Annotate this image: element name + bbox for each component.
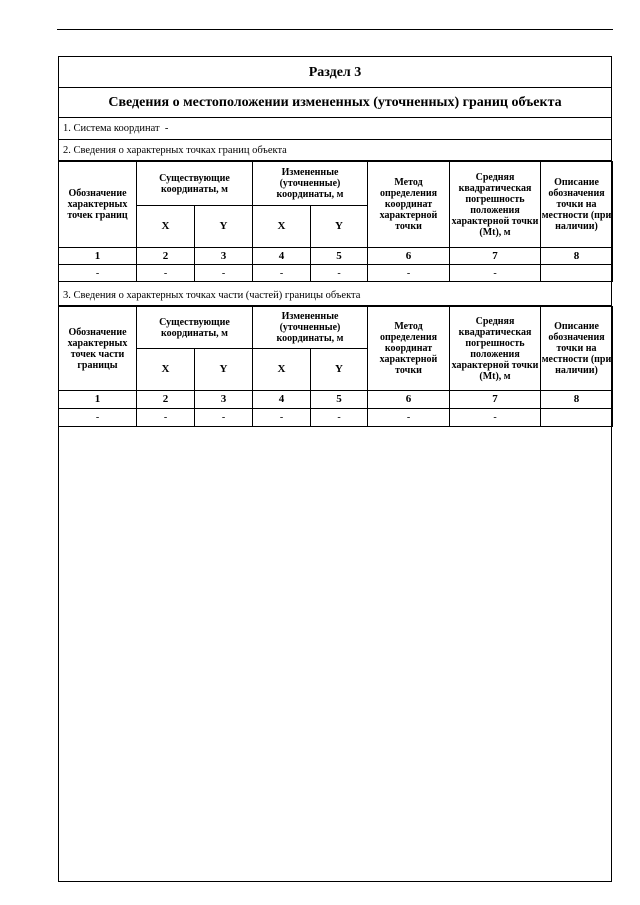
header-description: Описание обозначения точки на местности (при наличии) xyxy=(541,307,613,391)
header-changed-x: X xyxy=(253,206,311,248)
column-number: 4 xyxy=(253,391,311,409)
column-number: 8 xyxy=(541,391,613,409)
column-number: 1 xyxy=(59,248,137,265)
header-description: Описание обозначения точки на местности (при наличии) xyxy=(541,162,613,248)
header-existing-y: Y xyxy=(195,349,253,391)
table1-heading: 2. Сведения о характерных точках границ объекта xyxy=(59,140,611,161)
coordinate-system-value: - xyxy=(164,123,169,134)
table-cell: - xyxy=(195,265,253,282)
header-changed-y: Y xyxy=(311,206,368,248)
column-number: 7 xyxy=(450,391,541,409)
part-boundary-points-table xyxy=(58,306,613,427)
header-existing-y: Y xyxy=(195,206,253,248)
column-number: 8 xyxy=(541,248,613,265)
coordinate-system-row xyxy=(59,118,611,140)
top-rule xyxy=(57,29,613,30)
section-frame xyxy=(58,56,612,882)
table-row xyxy=(59,265,613,282)
column-number: 2 xyxy=(137,248,195,265)
table2-heading: 3. Сведения о характерных точках части (частей) границы объекта xyxy=(59,285,611,306)
header-method: Метод определения координат характерной точки xyxy=(368,307,450,391)
column-number: 5 xyxy=(311,248,368,265)
table-row xyxy=(59,409,613,427)
section-title: Раздел 3 xyxy=(59,57,611,88)
table-cell xyxy=(541,265,613,282)
table-cell: - xyxy=(450,409,541,427)
column-number: 3 xyxy=(195,248,253,265)
header-designation: Обозначение характерных точек части границы xyxy=(59,307,137,391)
column-number: 3 xyxy=(195,391,253,409)
section-subtitle: Сведения о местоположении измененных (уточненных) границ объекта xyxy=(59,88,611,118)
column-number: 7 xyxy=(450,248,541,265)
column-number: 1 xyxy=(59,391,137,409)
table-cell: - xyxy=(137,265,195,282)
column-number: 5 xyxy=(311,391,368,409)
table-cell: - xyxy=(311,265,368,282)
column-number: 6 xyxy=(368,248,450,265)
coordinate-system-label: 1. Система координат xyxy=(63,123,160,134)
header-rmse: Средняя квадратическая погрешность положения характерной точки (Mt), м xyxy=(450,162,541,248)
table-cell: - xyxy=(368,265,450,282)
header-rmse: Средняя квадратическая погрешность положения характерной точки (Mt), м xyxy=(450,307,541,391)
table-cell: - xyxy=(137,409,195,427)
header-existing-x: X xyxy=(137,206,195,248)
header-designation: Обозначение характерных точек границ xyxy=(59,162,137,248)
table-cell: - xyxy=(450,265,541,282)
column-numbers-row xyxy=(59,248,613,265)
column-number: 6 xyxy=(368,391,450,409)
boundary-points-table xyxy=(58,161,613,282)
column-number: 2 xyxy=(137,391,195,409)
table-cell xyxy=(541,409,613,427)
header-changed-y: Y xyxy=(311,349,368,391)
column-number: 4 xyxy=(253,248,311,265)
header-changed-x: X xyxy=(253,349,311,391)
table-cell: - xyxy=(59,265,137,282)
header-existing-coordinates: Существующие координаты, м xyxy=(137,307,253,349)
table-cell: - xyxy=(311,409,368,427)
header-method: Метод определения координат характерной точки xyxy=(368,162,450,248)
header-existing-x: X xyxy=(137,349,195,391)
header-changed-coordinates: Измененные (уточненные) координаты, м xyxy=(253,307,368,349)
table-cell: - xyxy=(195,409,253,427)
table-cell: - xyxy=(59,409,137,427)
column-numbers-row xyxy=(59,391,613,409)
header-existing-coordinates: Существующие координаты, м xyxy=(137,162,253,206)
table-cell: - xyxy=(253,265,311,282)
header-changed-coordinates: Измененные (уточненные) координаты, м xyxy=(253,162,368,206)
table-cell: - xyxy=(368,409,450,427)
table-cell: - xyxy=(253,409,311,427)
